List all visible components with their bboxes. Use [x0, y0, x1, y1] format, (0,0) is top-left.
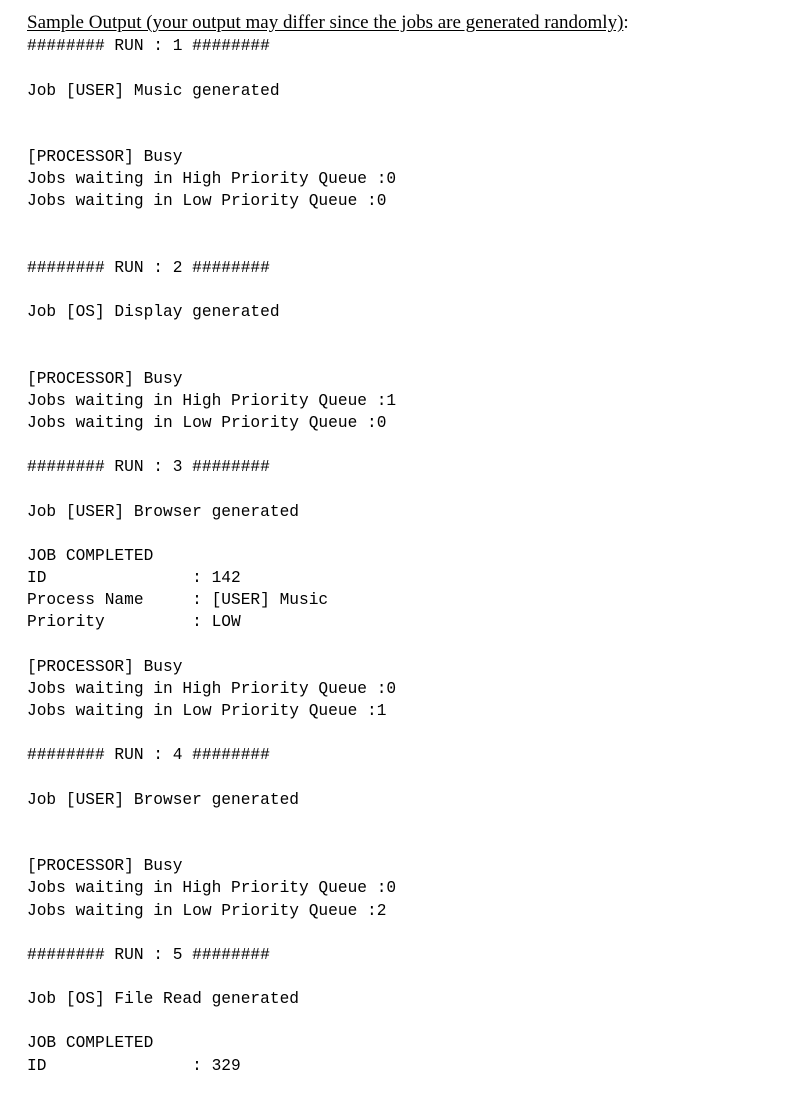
priority-line: Priority : LOW	[27, 613, 241, 631]
job-generated-line: Job [OS] File Read generated	[27, 990, 299, 1008]
sample-output-heading	[27, 10, 629, 36]
low-priority-queue-line: Jobs waiting in Low Priority Queue :0	[27, 414, 387, 432]
high-priority-queue-line: Jobs waiting in High Priority Queue :0	[27, 879, 397, 897]
processor-status-line: [PROCESSOR] Busy	[27, 148, 183, 166]
run-header-2: ######## RUN : 2 ########	[27, 259, 270, 277]
run-header-3: ######## RUN : 3 ########	[27, 458, 270, 476]
heading-colon: :	[623, 12, 629, 33]
job-generated-line: Job [USER] Browser generated	[27, 503, 299, 521]
job-id-line: ID : 142	[27, 569, 241, 587]
job-completed-line: JOB COMPLETED	[27, 547, 154, 565]
low-priority-queue-line: Jobs waiting in Low Priority Queue :2	[27, 902, 387, 920]
job-completed-line: JOB COMPLETED	[27, 1034, 154, 1052]
heading-underlined-text: Sample Output (your output may differ since the jobs are generated randomly)	[27, 12, 624, 33]
job-generated-line: Job [USER] Music generated	[27, 82, 280, 100]
run-header-5: ######## RUN : 5 ########	[27, 946, 270, 964]
high-priority-queue-line: Jobs waiting in High Priority Queue :1	[27, 392, 397, 410]
low-priority-queue-line: Jobs waiting in Low Priority Queue :1	[27, 702, 387, 720]
run-header-1: ######## RUN : 1 ########	[27, 37, 270, 55]
processor-status-line: [PROCESSOR] Busy	[27, 658, 183, 676]
process-name-line: Process Name : [USER] Music	[27, 591, 329, 609]
processor-status-line: [PROCESSOR] Busy	[27, 370, 183, 388]
high-priority-queue-line: Jobs waiting in High Priority Queue :0	[27, 680, 397, 698]
run-header-4: ######## RUN : 4 ########	[27, 746, 270, 764]
high-priority-queue-line: Jobs waiting in High Priority Queue :0	[27, 170, 397, 188]
job-generated-line: Job [OS] Display generated	[27, 303, 280, 321]
job-generated-line: Job [USER] Browser generated	[27, 791, 299, 809]
job-id-line: ID : 329	[27, 1057, 241, 1075]
processor-status-line: [PROCESSOR] Busy	[27, 857, 183, 875]
low-priority-queue-line: Jobs waiting in Low Priority Queue :0	[27, 192, 387, 210]
